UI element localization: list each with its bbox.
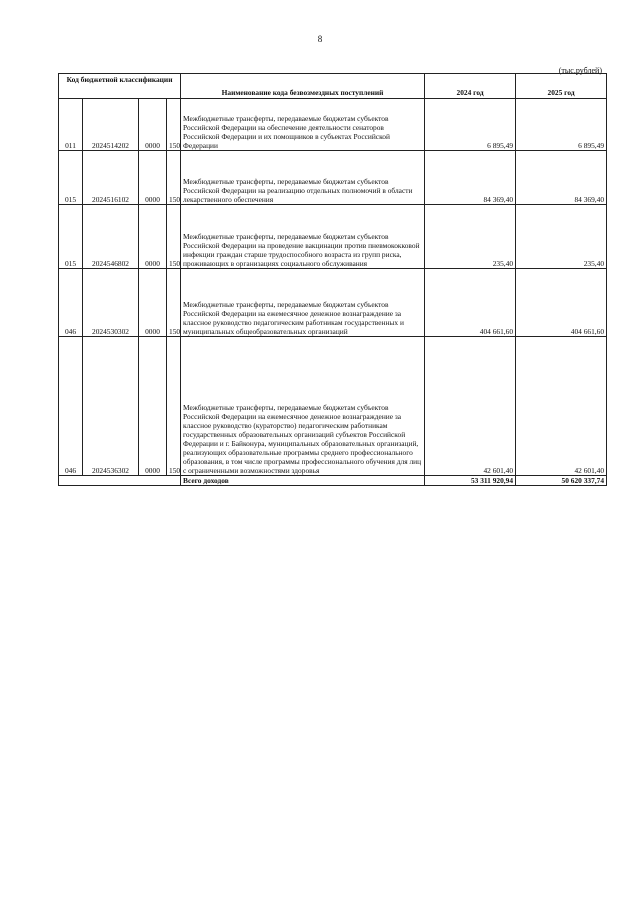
admin-code: 046 [59, 269, 83, 337]
name-column-header: Наименование кода безвозмездных поступлений [181, 74, 425, 99]
table-row [59, 205, 607, 269]
total-2025: 50 620 337,74 [516, 476, 607, 486]
page-number: 8 [317, 34, 323, 44]
admin-code: 015 [59, 151, 83, 205]
amount-2025: 84 369,40 [516, 151, 607, 205]
table-row [59, 99, 607, 151]
total-2024: 53 311 920,94 [425, 476, 516, 486]
revenue-code: 2024516102 [83, 151, 139, 205]
total-label: Всего доходов [181, 476, 425, 486]
kosgu-code: 150 [167, 205, 181, 269]
amount-2024: 404 661,60 [425, 269, 516, 337]
total-code-cell [59, 476, 181, 486]
amount-2024: 42 601,40 [425, 337, 516, 476]
revenue-code: 2024514202 [83, 99, 139, 151]
kosgu-code: 150 [167, 151, 181, 205]
total-row [59, 476, 607, 486]
revenue-name: Межбюджетные трансферты, передаваемые бюджетам субъектов Российской Федерации на обеспечение деятельности сенаторов Российской Федерации и их помощников в субъектах Российской Федерации [181, 99, 425, 151]
program-code: 0000 [139, 205, 167, 269]
revenue-code: 2024546802 [83, 205, 139, 269]
admin-code: 011 [59, 99, 83, 151]
admin-code: 046 [59, 337, 83, 476]
program-code: 0000 [139, 337, 167, 476]
kosgu-code: 150 [167, 99, 181, 151]
program-code: 0000 [139, 151, 167, 205]
table-row [59, 151, 607, 205]
table-row [59, 337, 607, 476]
year-2025-header: 2025 год [516, 74, 607, 99]
amount-2024: 235,40 [425, 205, 516, 269]
table-header-row [59, 74, 607, 99]
revenue-name: Межбюджетные трансферты, передаваемые бюджетам субъектов Российской Федерации на ежемесячное денежное вознаграждение за классное руководство педагогическим работникам государственных и муниципальных общеобразовательных организаций [181, 269, 425, 337]
revenue-name: Межбюджетные трансферты, передаваемые бюджетам субъектов Российской Федерации на ежемесячное денежное вознаграждение за классное руководство (кураторство) педагогическим работникам государственных образовательных организаций субъектов Российской Федерации и г. Байконура, муниципальных образовательных организаций, реализующих образовательные программы среднего профессионального образования, в том числе программы профессионального обучения для лиц с ограниченными возможностями здоровья [181, 337, 425, 476]
program-code: 0000 [139, 269, 167, 337]
amount-2024: 6 895,49 [425, 99, 516, 151]
table-row [59, 269, 607, 337]
amount-2025: 404 661,60 [516, 269, 607, 337]
revenue-code: 2024536302 [83, 337, 139, 476]
amount-2024: 84 369,40 [425, 151, 516, 205]
kosgu-code: 150 [167, 337, 181, 476]
budget-table [58, 73, 607, 486]
kosgu-code: 150 [167, 269, 181, 337]
amount-2025: 235,40 [516, 205, 607, 269]
program-code: 0000 [139, 99, 167, 151]
year-2024-header: 2024 год [425, 74, 516, 99]
amount-2025: 42 601,40 [516, 337, 607, 476]
revenue-name: Межбюджетные трансферты, передаваемые бюджетам субъектов Российской Федерации на реализацию отдельных полномочий в области лекарственного обеспечения [181, 151, 425, 205]
revenue-code: 2024530302 [83, 269, 139, 337]
admin-code: 015 [59, 205, 83, 269]
revenue-name: Межбюджетные трансферты, передаваемые бюджетам субъектов Российской Федерации на проведение вакцинации против пневмококковой инфекции граждан старше трудоспособного возраста из групп риска, проживающих в организациях социального обслуживания [181, 205, 425, 269]
code-column-header: Код бюджетной классификации [59, 74, 181, 99]
units-label: (тыс.рублей) [558, 66, 602, 75]
amount-2025: 6 895,49 [516, 99, 607, 151]
